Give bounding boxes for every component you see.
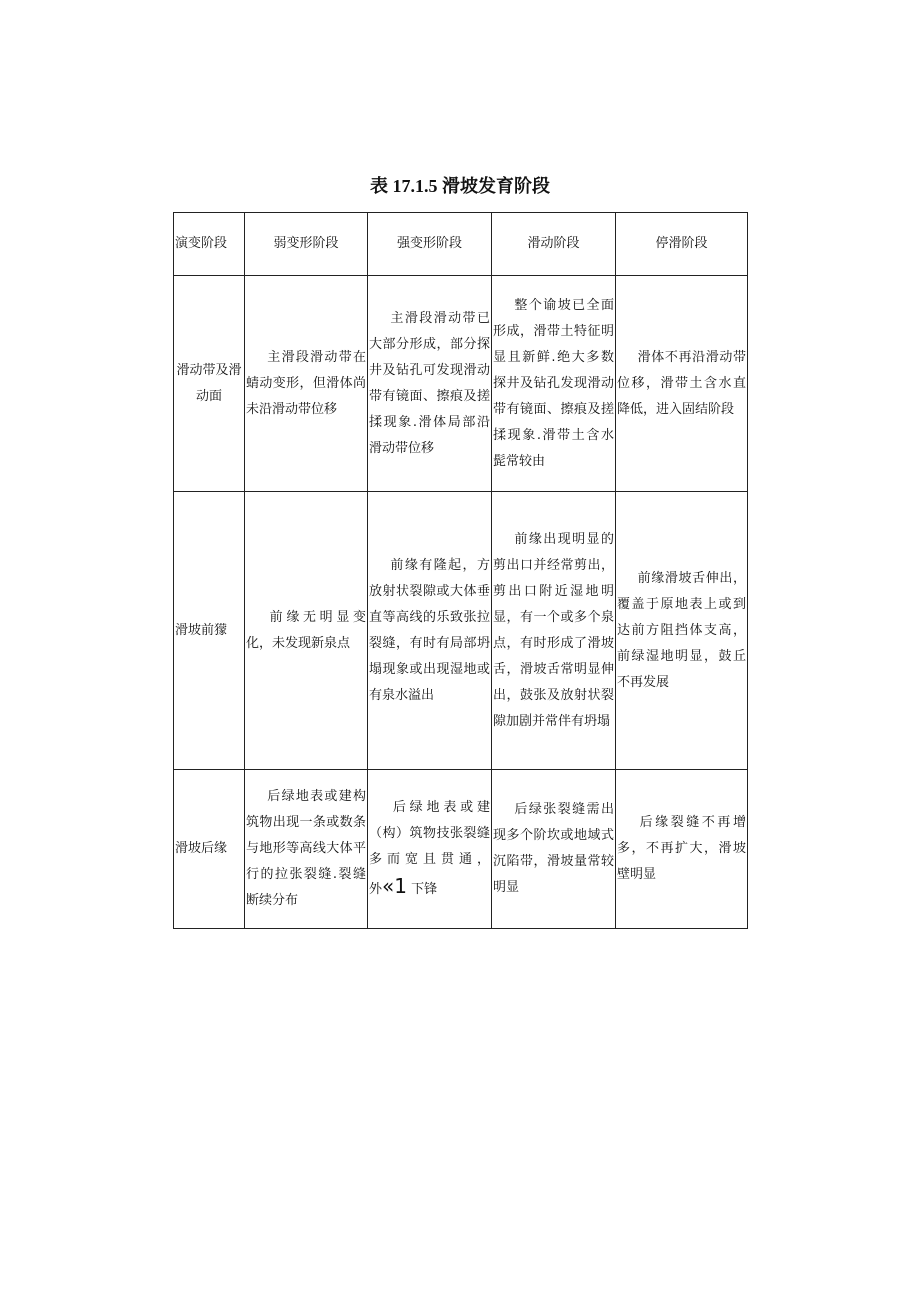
table-cell: 后缘裂缝不再增多，不再扩大，滑坡壁明显 [616,770,748,929]
table-cell: 主滑段滑动带已大部分形成，部分探井及钻孔可发现滑动带有镜面、擦痕及搓揉现象.滑体局部沿滑动带位移 [368,276,492,492]
table-header-row [174,213,748,276]
header-cell: 强变形阶段 [368,213,492,276]
table-cell: 滑体不再沿滑动带位移，滑带土含水直降低，进入固结阶段 [616,276,748,492]
landslide-stage-table [173,212,748,929]
header-cell: 滑动阶段 [492,213,616,276]
table-cell: 整个谕坡已全面形成，滑带土特征明显且新鲜.绝大多数探井及钻孔发现滑动带有镜面、擦痕及搓揉现象.滑带土含水髭常较由 [492,276,616,492]
table-cell: 前缘出现明显的剪出口并经常剪出，剪出口附近湿地明显，有一个或多个泉点，有时形成了滑坡舌，滑坡舌常明显伸出，鼓张及放射状裂隙加剧并常伴有坍塌 [492,492,616,770]
table-cell: 后绿地表或建（构）筑物技张裂缝多而宽且贯通，外«1 下锋 [368,770,492,929]
ocr-artifact-text: «1 [382,874,407,898]
header-cell: 弱变形阶段 [245,213,368,276]
table-row [174,492,748,770]
table-cell: 前缘滑坡舌伸出，覆盖于原地表上或到达前方阻挡体支高，前绿湿地明显，鼓丘不再发展 [616,492,748,770]
ocr-artifact-text: 下锋 [406,882,438,897]
table-cell: 主滑段滑动带在蜻动变形，但滑体尚未沿滑动带位移 [245,276,368,492]
table-cell: 后绿地表或建构筑物出现一条或数条与地形等高线大体平行的拉张裂缝.裂缝断续分布 [245,770,368,929]
table-cell: 后绿张裂缝需出现多个阶坎或地域式沉陷带，滑坡量常较明显 [492,770,616,929]
table-row [174,770,748,929]
table-cell: 前缘有隆起，方放射状裂隙或大体垂直等高线的乐致张拉裂缝，有时有局部坍塌现象或出现湿地或有泉水溢出 [368,492,492,770]
table-cell: 前缘无明显变化，未发现新泉点 [245,492,368,770]
table-row [174,276,748,492]
row-label: 滑坡前獴 [174,492,245,770]
header-cell: 停滑阶段 [616,213,748,276]
table-title: 表 17.1.5 滑坡发育阶段 [370,176,550,196]
row-label: 滑坡后缘 [174,770,245,929]
row-label: 滑动带及滑动面 [174,276,245,492]
header-cell: 演变阶段 [174,213,245,276]
